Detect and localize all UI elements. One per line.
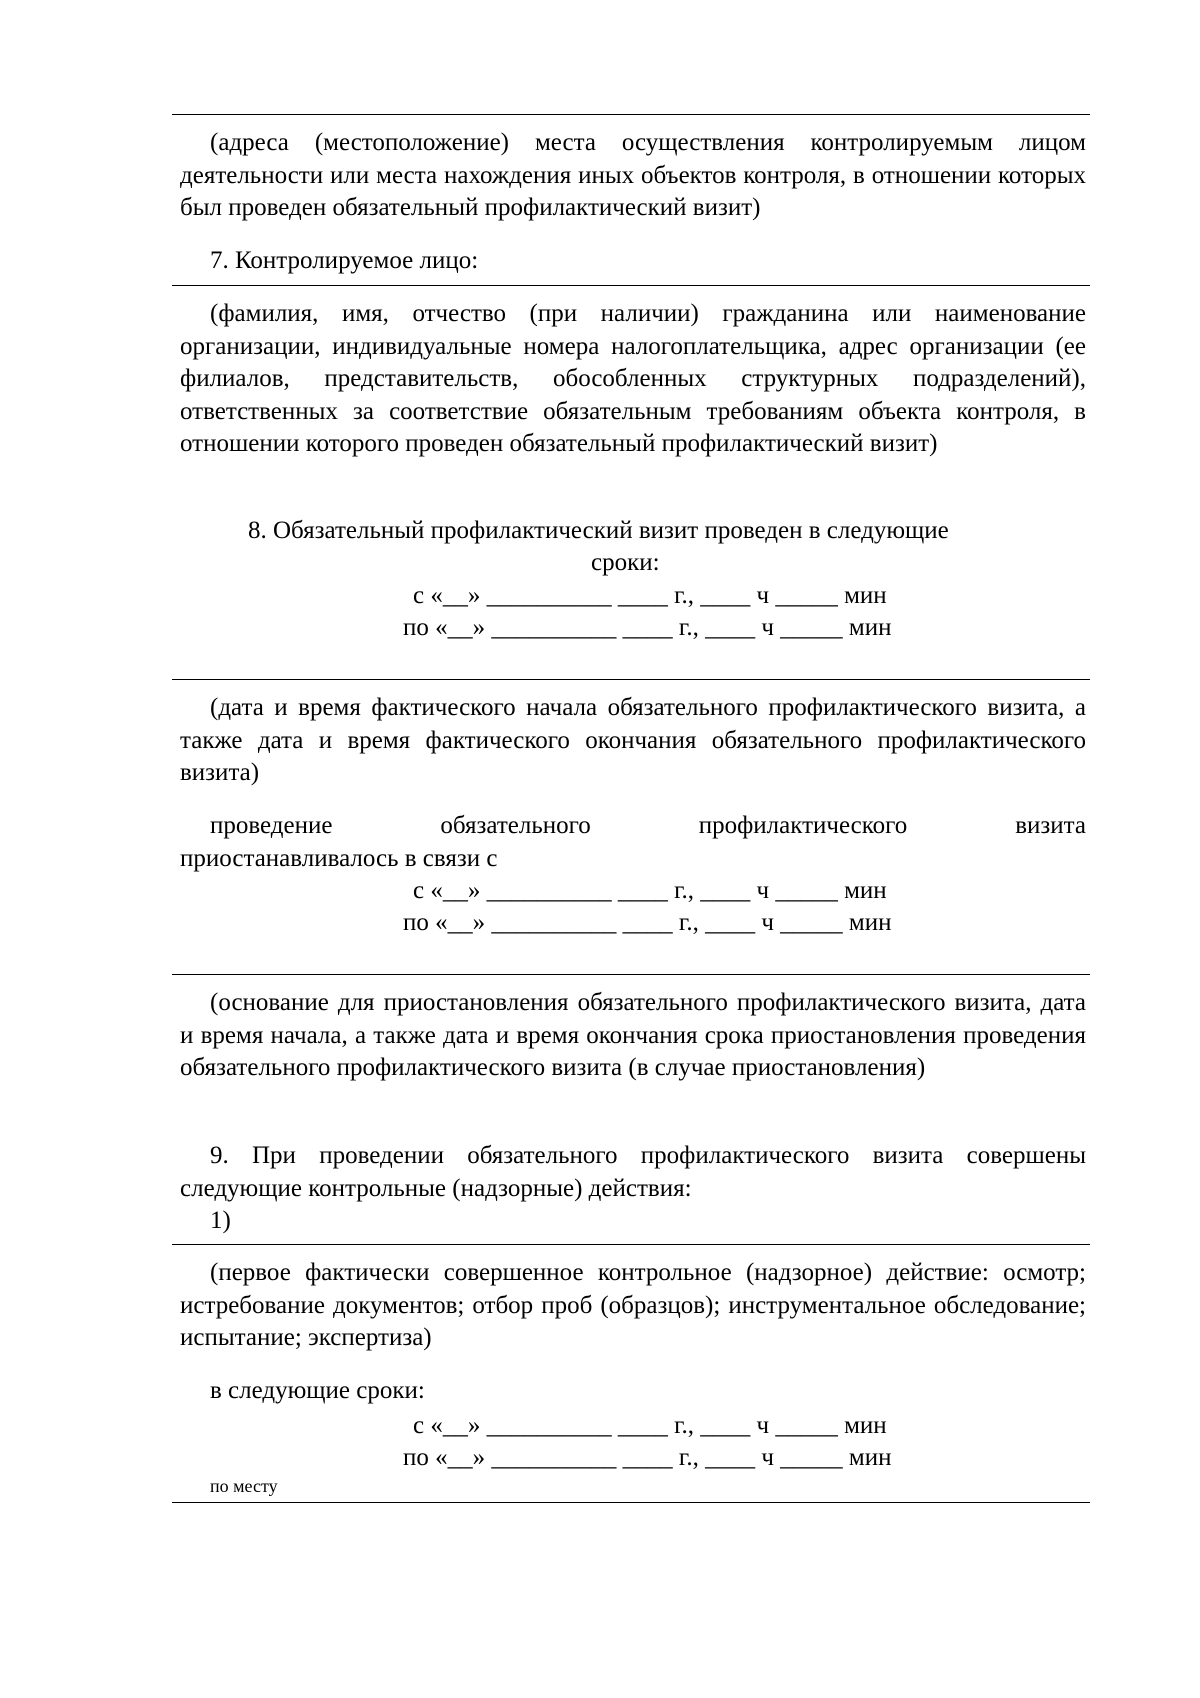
suspension-line1: проведение обязательного профилактического визита [210,812,1086,839]
fill-line-address [172,114,1090,115]
action-caption: (первое фактически совершенное контрольное (надзорное) действие: осмотр; истребование документов; отбор проб (образцов); инструментальное обследование; испытание; экспертиза) [180,1259,1086,1351]
fill-line-person [172,285,1090,286]
period-2-to: по «__» __________ ____ г., ____ ч _____ мин [403,909,892,936]
item-9-text: 9. При проведении обязательного профилактического визита совершены следующие контрольные (надзорные) действия: [180,1142,1086,1202]
period-2-from: с «__» __________ ____ г., ____ ч _____ мин [413,877,887,904]
period-1-caption: (дата и время фактического начала обязательного профилактического визита, а также дата и время фактического окончания обязательного профилактического визита) [180,694,1086,786]
dates-label: в следующие сроки: [210,1377,425,1404]
fill-line-suspension [172,974,1090,975]
period-3-from: с «__» __________ ____ г., ____ ч _____ мин [413,1412,887,1439]
period-1-from: с «__» __________ ____ г., ____ ч _____ мин [413,582,887,609]
suspension-caption: (основание для приостановления обязательного профилактического визита, дата и время начала, а также дата и время окончания срока приостановления проведения обязательного профилактического визита (в случае приостановления) [180,989,1086,1081]
person-caption: (фамилия, имя, отчество (при наличии) гражданина или наименование организации, индивидуальные номера налогоплательщика, адрес организации (ее филиалов, представительств, обособленных структурных подразделений), ответственных за соответствие обязательным требованиям объекта контроля, в отношении которого проведен обязательный профилактический визит) [180,300,1086,457]
fill-line-action-1 [172,1244,1090,1245]
item-8-heading-line1: 8. Обязательный профилактический визит проведен в следующие [248,517,949,544]
period-1-to: по «__» __________ ____ г., ____ ч _____ мин [403,614,892,641]
suspension-line2: приостанавливалось в связи с [180,845,498,872]
item-9-sub1: 1) [210,1207,231,1234]
place-label: по месту [210,1476,278,1496]
item-8-heading-line2: сроки: [591,549,660,576]
item-7-label: 7. Контролируемое лицо: [210,247,479,274]
address-caption: (адреса (местоположение) места осуществления контролируемым лицом деятельности или места нахождения иных объектов контроля, в отношении которых был проведен обязательный профилактический визит) [180,129,1086,221]
fill-line-period-1 [172,679,1090,680]
period-3-to: по «__» __________ ____ г., ____ ч _____ мин [403,1444,892,1471]
fill-line-place [172,1502,1090,1503]
